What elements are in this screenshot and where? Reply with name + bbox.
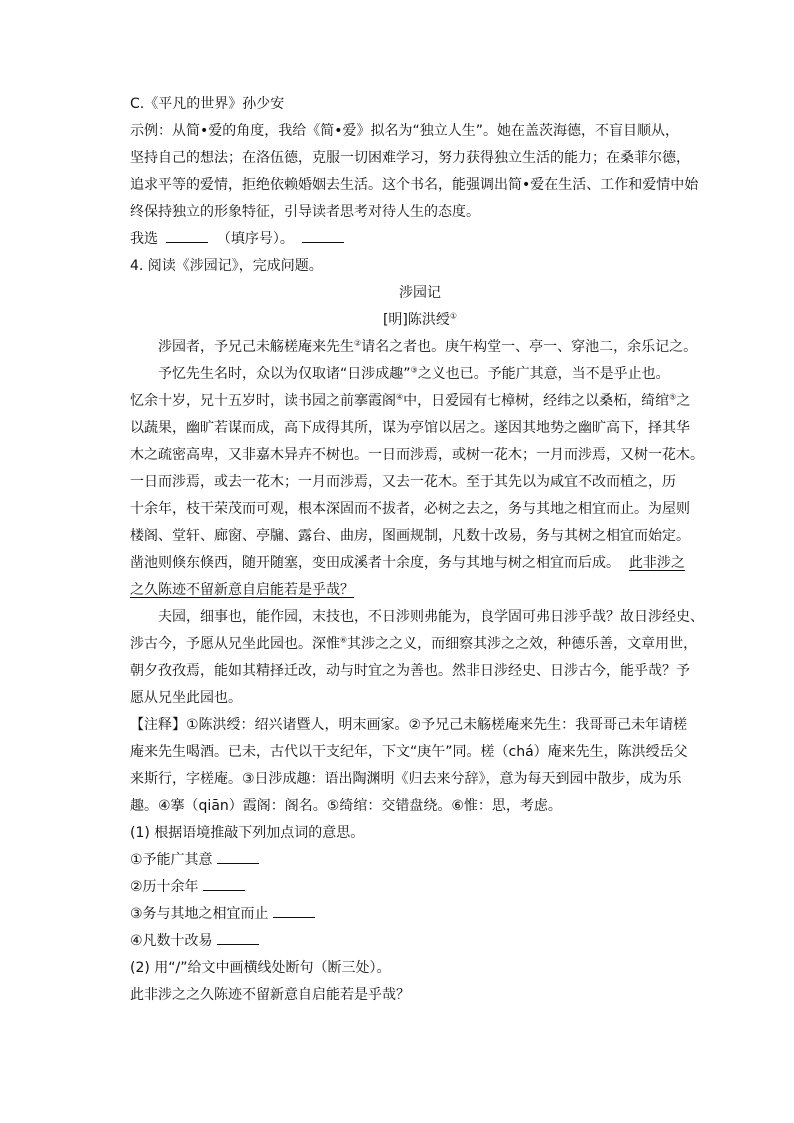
paragraph-2-line-6: 十余年，枝干荣茂而可观，根本深固而不拔者，必树之去之，务与其地之相宜而止。为屋则: [130, 501, 690, 517]
document-page: [130, 92, 710, 1010]
paragraph-2-line-7: 楼阁、堂轩、廊窗、亭牖、露台、曲房，图画规制，凡数十改易，务与其树之相宜而始定。: [130, 528, 690, 544]
choose-prefix: 我选: [130, 231, 158, 247]
paragraph-2-line-2: 忆余十岁，兄十五岁时，读书园之前搴霞阁④中，日爱园有七樟树，经纬之以桑柘，绮绾⑤之: [130, 392, 691, 409]
example-line-1: 示例：从简•爱的角度，我给《简•爱》拟名为“独立人生”。她在盖茨海德，不盲目顺从，: [130, 123, 680, 139]
choose-blank[interactable]: [166, 228, 208, 243]
q4-heading: 4. 阅读《涉园记》，完成问题。: [130, 258, 323, 274]
example-line-4: 终保持独立的形象特征，引导读者思考对待人生的态度。: [130, 204, 480, 220]
answer-blank-3[interactable]: [273, 903, 315, 918]
answer-blank-4[interactable]: [217, 930, 259, 945]
sub-question-1-item-2: ②历十余年: [130, 875, 710, 902]
choose-mid: （填序号）。: [216, 231, 294, 247]
paragraph-3-line-1: 夫园，细事也，能作园，末技也，不日涉则弗能为，良学固可弗日涉乎哉？故日涉经史、: [158, 609, 704, 625]
notes-line-3: 来斯行，字槎庵。③日涉成趣：语出陶渊明《归去来兮辞》，意为每天到园中散步，成为乐: [130, 771, 682, 787]
paragraph-1: 涉园者，予兄己未觞槎庵来先生②请名之者也。庚午构堂一、亭一、穿池二，余乐记之。: [158, 338, 698, 355]
sub-question-2-sentence: 此非涉之之久陈迹不留新意自启能若是乎哉？: [130, 987, 410, 1003]
answer-blank-2[interactable]: [203, 876, 245, 891]
reason-blank[interactable]: [302, 228, 344, 243]
paragraph-2-line-5: 一日而涉焉，或去一花木；一月而涉焉，又去一花木。至于其先以为咸宜不改而植之，历: [130, 474, 676, 490]
underlined-sentence-part-2: 之久陈迹不留新意自启能若是乎哉？: [130, 582, 354, 598]
passage-title: 涉园记: [399, 285, 441, 301]
notes-line-1: 【注释】①陈洪绶：绍兴诸暨人，明末画家。②予兄己未觞槎庵来先生：我哥哥己未年请槎: [130, 717, 688, 733]
paragraph-2-line-8: 凿池则倏东倏西，随开随塞，变田成溪者十余度，务与其地与树之相宜而后成。 此非涉之: [130, 555, 685, 571]
paragraph-2-line-4: 木之疏密高卑，又非嘉木异卉不树也。一日而涉焉，或树一花木；一月而涉焉，又树一花木。: [130, 447, 704, 463]
paragraph-2-line-1: 予忆先生名时，众以为仅取诸“日涉成趣”③之义也已。予能广其意，当不是乎止也。: [158, 365, 670, 382]
example-line-2: 坚持自己的想法；在洛伍德，克服一切困难学习，努力获得独立生活的能力；在桑菲尔德，: [130, 150, 690, 166]
paragraph-3-line-3: 朝夕孜孜焉，能如其精择迁改，动与时宜之为善也。然非日涉经史、日涉古今，能乎哉？予: [130, 663, 690, 679]
answer-blank-1[interactable]: [217, 849, 259, 864]
paragraph-2-line-3: 以蔬果，幽旷若谋而成，高下成得其所，谋为亭馆以居之。遂因其地势之幽旷高下，择其华: [130, 420, 690, 436]
notes-line-2: 庵来先生喝酒。已未，古代以干支纪年，下文“庚午”同。槎（chá）庵来先生，陈洪绶岳父: [130, 744, 688, 760]
paragraph-2-line-9: [130, 578, 710, 605]
sub-question-1-prompt: (1) 根据语境推敲下列加点词的意思。: [130, 825, 365, 841]
example-line-3: 追求平等的爱情，拒绝依赖婚姻去生活。这个书名，能强调出简•爱在生活、工作和爱情中始: [130, 177, 699, 193]
sub-question-2-prompt: (2) 用“/”给文中画横线处断句（断三处）。: [130, 960, 391, 976]
sub-question-1-item-3: ③务与其地之相宜而止: [130, 902, 710, 929]
passage-author: [明]陈洪绶①: [382, 311, 458, 328]
option-c: C.《平凡的世界》孙少安: [130, 96, 285, 112]
paragraph-3-line-2: 涉古今，予愿从兄坐此园也。深惟⑥其涉之之义，而细察其涉之之效，种德乐善，文章用世，: [130, 635, 698, 652]
sub-question-1-item-4: ④凡数十改易: [130, 929, 710, 956]
sub-question-1-item-1: ①予能广其意: [130, 848, 710, 875]
author-note-mark: ①: [449, 311, 458, 321]
underlined-sentence-part-1: 此非涉之: [628, 555, 685, 571]
notes-line-4: 趣。④搴（qiān）霞阁：阁名。⑤绮绾：交错盘绕。⑥惟：思，考虑。: [130, 798, 562, 814]
choose-line: [130, 227, 710, 254]
paragraph-3-line-4: 愿从兄坐此园也。: [130, 690, 242, 706]
